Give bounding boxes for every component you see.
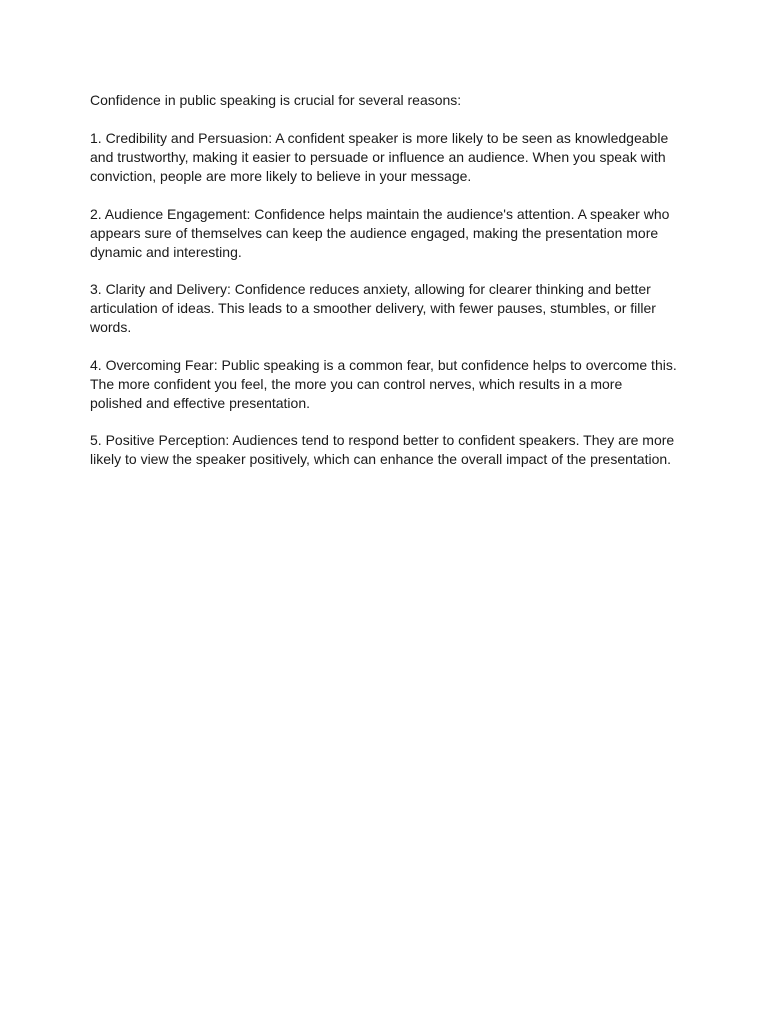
point-clarity-delivery: 3. Clarity and Delivery: Confidence reduces anxiety, allowing for clearer thinking and better articulation of ideas. This leads to a smoother delivery, with fewer pauses, stumbles, or filler words. — [90, 281, 656, 335]
point-overcoming-fear: 4. Overcoming Fear: Public speaking is a common fear, but confidence helps to overcome this. The more confident you feel, the more you can control nerves, which results in a more polished and effective presentation. — [90, 356, 677, 411]
point-positive-perception: 5. Positive Perception: Audiences tend to respond better to confident speakers. They are more likely to view the speaker positively, which can enhance the overall impact of the presentation. — [90, 432, 675, 467]
point-audience-engagement: 2. Audience Engagement: Confidence helps maintain the audience's attention. A speaker who appears sure of themselves can keep the audience engaged, making the presentation more dynamic and interesting. — [90, 205, 670, 260]
point-credibility: 1. Credibility and Persuasion: A confident speaker is more likely to be seen as knowledgeable and trustworthy, making it easier to persuade or influence an audience. When you speak with conviction, people are more likely to believe in your message. — [90, 130, 669, 184]
intro-paragraph: Confidence in public speaking is crucial for several reasons: — [90, 92, 462, 108]
